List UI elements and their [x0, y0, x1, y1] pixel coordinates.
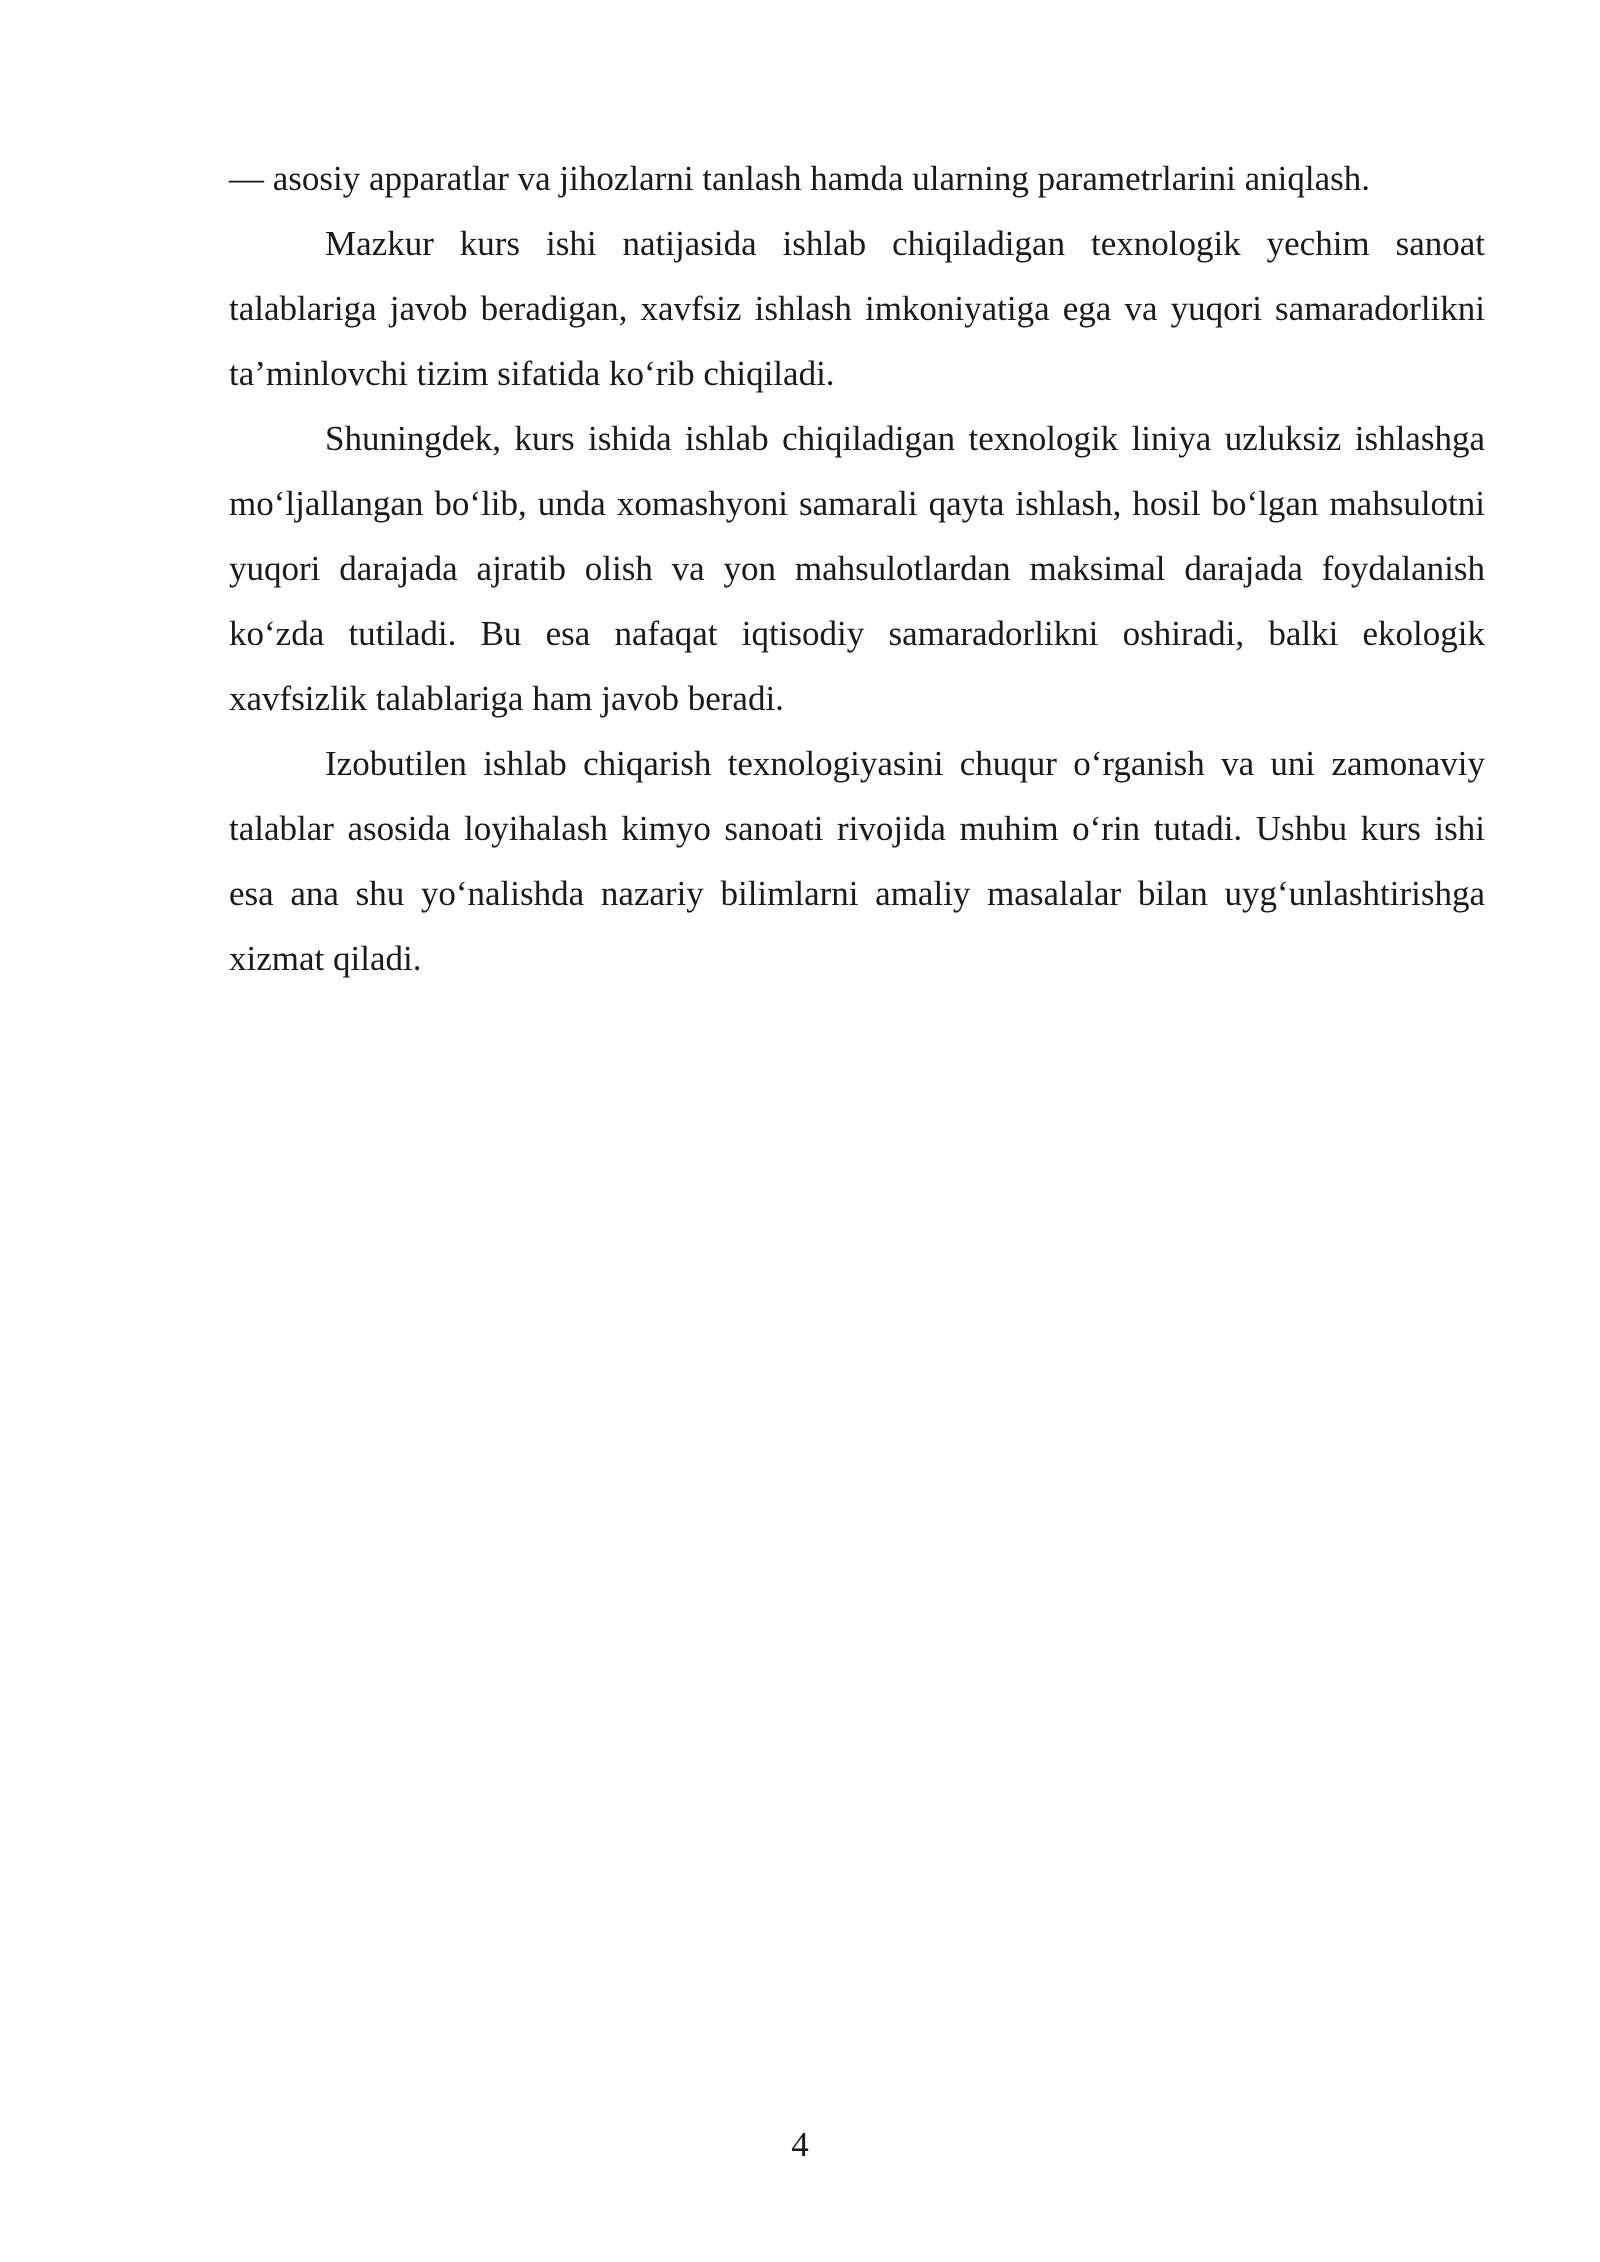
paragraph-course-result: Mazkur kurs ishi natijasida ishlab chiqiladigan texnologik yechim sanoat talablariga javob beradigan, xavfsiz ishlash imkoniyatiga ega va yuqori samaradorlikni ta’minlovchi tizim sifatida ko‘rib chiqiladi.	[229, 224, 1485, 393]
paragraph-list-item-continuation: — asosiy apparatlar va jihozlarni tanlash hamda ularning parametrlarini aniqlash.	[229, 159, 1370, 198]
page-number: 4	[791, 2125, 809, 2164]
paragraph-technological-line: Shuningdek, kurs ishida ishlab chiqiladigan texnologik liniya uzluksiz ishlashga mo‘ljallangan bo‘lib, unda xomashyoni samarali qayta ishlash, hosil bo‘lgan mahsulotni yuqori darajada ajratib olish va yon mahsulotlardan maksimal darajada foydalanish ko‘zda tutiladi. Bu esa nafaqat iqtisodiy samaradorlikni oshiradi, balki ekologik xavfsizlik talablariga ham javob beradi.	[229, 419, 1485, 718]
document-body	[229, 146, 1485, 991]
paragraph-isobutylene-conclusion: Izobutilen ishlab chiqarish texnologiyasini chuqur o‘rganish va uni zamonaviy talablar asosida loyihalash kimyo sanoati rivojida muhim o‘rin tutadi. Ushbu kurs ishi esa ana shu yo‘nalishda nazariy bilimlarni amaliy masalalar bilan uyg‘unlashtirishga xizmat qiladi.	[229, 744, 1485, 978]
